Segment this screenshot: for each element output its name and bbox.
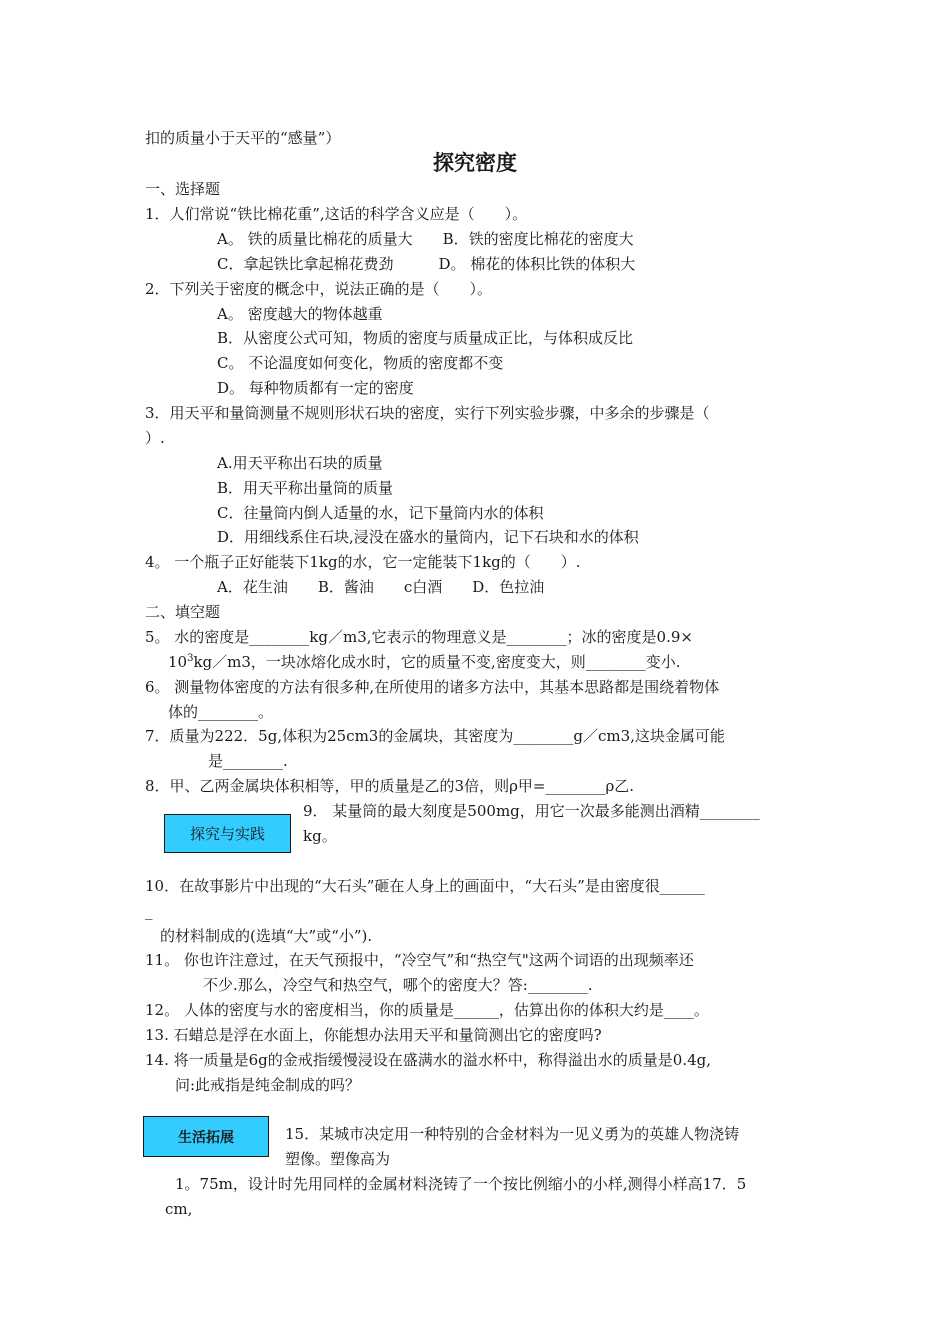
q14-line2: 问:此戒指是纯金制成的吗？ [175,1076,361,1094]
q2-stem: 2．下列关于密度的概念中，说法正确的是（ ）。 [145,280,493,298]
q7-line2: 是________. [208,752,288,770]
q2-option-a: A。 密度越大的物体越重 [217,305,383,323]
q5-line1: 5。 水的密度是________kg／m3,它表示的物理意义是________；冰的密度是0.9× [145,628,693,646]
q7-line1: 7．质量为222．5g,体积为25cm3的金属块，其密度为________g／cm3,这块金属可能 [145,727,725,745]
q9-line2: kg。 [303,827,337,845]
q3-option-b: B．用天平称出量筒的质量 [217,479,394,497]
q10-line3: 的材料制成的(选填“大”或“小”). [160,927,373,945]
explore-practice-label: 探究与实践 [189,825,265,843]
q15-line3: 1。75m，设计时先用同样的金属材料浇铸了一个按比例缩小的小样,测得小样高17．5 [175,1175,747,1193]
q2-option-b: B．从密度公式可知，物质的密度与质量成正比，与体积成反比 [217,329,634,347]
q1-stem: 1．人们常说“铁比棉花重”,这话的科学含义应是（ ）。 [145,205,528,223]
life-extension-label: 生活拓展 [178,1129,234,1146]
q3-option-a: A.用天平称出石块的质量 [217,454,383,472]
q15-line2: 塑像。塑像高为 [285,1150,391,1168]
q6-line2: 体的________。 [168,703,274,721]
q10-line1: 10．在故事影片中出现的“大石头”砸在人身上的画面中，“大石头”是由密度很______ [145,877,705,895]
q11-line1: 11。 你也许注意过，在天气预报中，“冷空气”和“热空气"这两个词语的出现频率还 [145,951,694,969]
q2-option-c: C。 不论温度如何变化，物质的密度都不变 [217,354,504,372]
q1-options-ab: A。 铁的质量比棉花的质量大 B．铁的密度比棉花的密度大 [217,230,634,248]
q15-line4: cm, [165,1200,193,1218]
q3-option-d: D．用细线系住石块,浸没在盛水的量筒内，记下石块和水的体积 [217,528,639,546]
header-fragment: 扣的质量小于天平的“感量”） [145,129,341,147]
q9-line1: 9． 某量筒的最大刻度是500mg，用它一次最多能测出酒精________ [303,802,760,820]
section-fill-heading: 二、填空题 [145,603,221,621]
page-title: 探究密度 [433,151,517,175]
q5-line2 [168,652,680,672]
q2-option-d: D。 每种物质都有一定的密度 [217,379,414,397]
q1-options-cd: C．拿起铁比拿起棉花费劲 D。 棉花的体积比铁的体积大 [217,255,636,273]
q3-stem: 3．用天平和量筒测量不规则形状石块的密度，实行下列实验步骤，中多余的步骤是（ [145,404,710,422]
section-choice-heading: 一、选择题 [145,180,221,198]
q4-stem: 4。 一个瓶子正好能装下1kg的水，它一定能装下1kg的（ ）. [145,553,581,571]
q8: 8．甲、乙两金属块体积相等，甲的质量是乙的3倍，则ρ甲=________ρ乙. [145,777,635,795]
q10-line2: _ [145,902,153,920]
q5-base: 10 [168,653,188,671]
q15-line1: 15．某城市决定用一种特别的合金材料为一见义勇为的英雄人物浇铸 [285,1125,740,1143]
q11-line2: 不少.那么，冷空气和热空气，哪个的密度大？答:________. [203,976,593,994]
life-extension-box [143,1116,269,1157]
q13: 13. 石蜡总是浮在水面上，你能想办法用天平和量筒测出它的密度吗? [145,1026,602,1044]
q12: 12。 人体的密度与水的密度相当，你的质量是______，估算出你的体积大约是____。 [145,1001,709,1019]
q5-rest: kg／m3，一块冰熔化成水时，它的质量不变,密度变大，则________变小. [193,653,681,671]
q5-exponent: 3 [187,653,194,664]
q3-option-c: C．往量筒内倒人适量的水，记下量筒内水的体积 [217,504,544,522]
explore-practice-box [164,814,291,853]
q14-line1: 14. 将一质量是6g的金戒指缓慢浸设在盛满水的溢水杯中，称得溢出水的质量是0.4g, [145,1051,711,1069]
q3-stem-end: ）. [145,429,165,447]
q4-options: A．花生油 B．酱油 c白酒 D．色拉油 [217,578,545,596]
q6-line1: 6。 测量物体密度的方法有很多种,在所使用的诸多方法中，其基本思路都是围绕着物体 [145,678,720,696]
